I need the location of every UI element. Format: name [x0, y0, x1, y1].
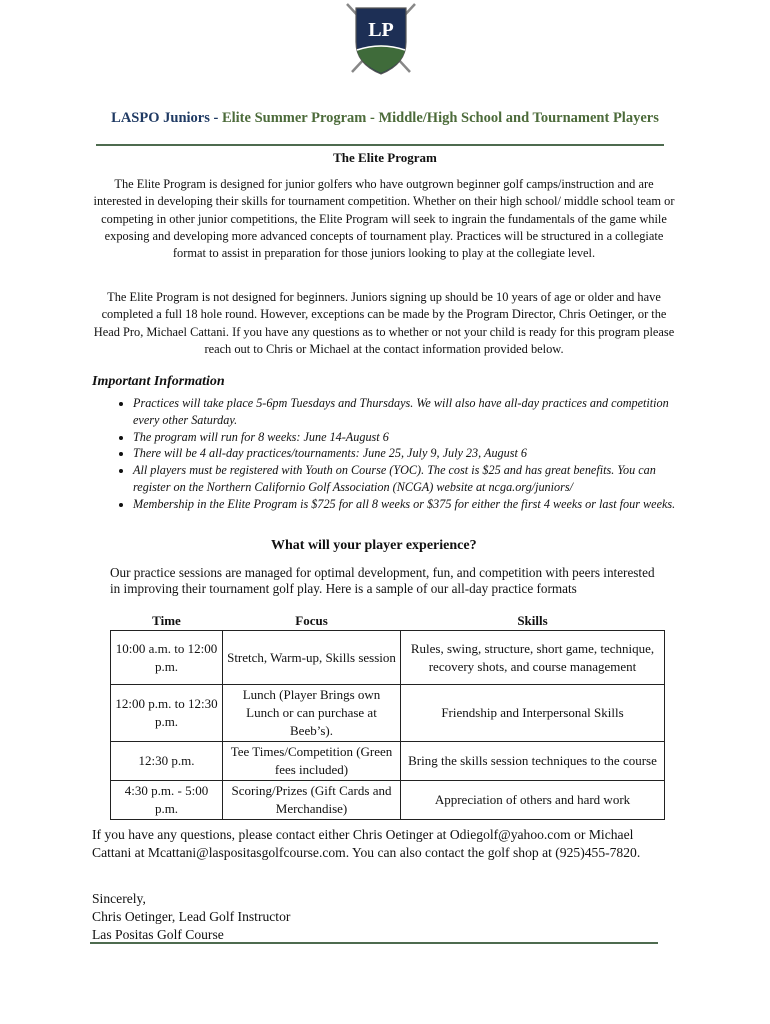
signature-closing: Sincerely, — [92, 891, 146, 906]
experience-intro: Our practice sessions are managed for optimal development, fun, and competition with peers interested in improving their tournament golf play. Here is a sample of our all-day practice formats — [110, 565, 655, 596]
divider — [96, 144, 664, 146]
title-main: Elite Summer Program - Middle/High School and Tournament Players — [221, 110, 659, 126]
page-title — [0, 110, 770, 127]
signature-block — [92, 890, 290, 943]
list-item: • There will be 4 all-day practices/tournaments: June 25, July 9, July 23, August 6 — [133, 445, 693, 462]
schedule-table — [110, 612, 665, 820]
column-header: Focus — [295, 613, 328, 628]
intro-paragraph: The Elite Program is designed for junior golfers who have outgrown beginner golf camps/instruction and are interested in developing their skills for tournament competition. Whether on their high school/ middle school team or competing in other junior competitions, the Elite Program will seek to ingrain the fundamentals of the game while exposing and developing more advanced concepts of tournament play. Practices will be structured in a collegiate format to assist in preparation for those juniors looking to play at the collegiate level. — [93, 177, 675, 261]
signature-name: Chris Oetinger, Lead Golf Instructor — [92, 908, 291, 924]
focus-cell: Tee Times/Competition (Green fees included) — [223, 742, 401, 781]
important-heading: Important Information — [92, 374, 225, 389]
list-item: • The program will run for 8 weeks: June 14-August 6 — [133, 429, 693, 446]
skills-cell: Bring the skills session techniques to the course — [401, 742, 665, 781]
table-row — [111, 781, 665, 820]
time-cell: 4:30 p.m. - 5:00 p.m. — [111, 781, 223, 820]
list-item: • Membership in the Elite Program is $725 for all 8 weeks or $375 for either the first 4 weeks or last four weeks. — [133, 496, 693, 513]
title-prefix: LASPO Juniors - — [111, 110, 222, 126]
table-row — [111, 631, 665, 685]
focus-cell: Lunch (Player Brings own Lunch or can purchase at Beeb’s). — [223, 685, 401, 742]
column-header: Time — [152, 613, 181, 628]
contact-paragraph: If you have any questions, please contact either Chris Oetinger at Odiegolf@yahoo.com or Michael Cattani at Mcattani@laspositasgolfcourse.com. You can also contact the golf shop at (925)455-7820. — [92, 827, 641, 860]
divider — [90, 942, 658, 944]
section-heading: The Elite Program — [333, 150, 437, 165]
skills-cell: Friendship and Interpersonal Skills — [401, 685, 665, 742]
table-row — [111, 685, 665, 742]
logo-monogram: LP — [368, 19, 394, 41]
list-item: • Practices will take place 5-6pm Tuesdays and Thursdays. We will also have all-day practices and competition every other Saturday. — [133, 395, 693, 429]
experience-heading: What will your player experience? — [271, 538, 477, 553]
focus-cell: Stretch, Warm-up, Skills session — [223, 631, 401, 685]
table-header-row — [111, 612, 665, 631]
list-item: • All players must be registered with Youth on Course (YOC). The cost is $25 and has great benefits. You can register on the Northern Californio Golf Association (NCGA) website at ncga.org/juniors/ — [133, 462, 693, 496]
signature-org: Las Positas Golf Course — [92, 926, 224, 942]
eligibility-paragraph: The Elite Program is not designed for beginners. Juniors signing up should be 10 years of age or older and have completed a full 18 hole round. However, exceptions can be made by the Program Director, Chris Oetinger, or the Head Pro, Michael Cattani. If you have any questions as to whether or not your child is ready for this program please reach out to Chris or Michael at the contact information provided below. — [93, 290, 675, 356]
time-cell: 10:00 a.m. to 12:00 p.m. — [111, 631, 223, 685]
time-cell: 12:30 p.m. — [111, 742, 223, 781]
focus-cell: Scoring/Prizes (Gift Cards and Merchandise) — [223, 781, 401, 820]
important-list — [105, 395, 693, 513]
golf-course-logo — [344, 2, 418, 76]
skills-cell: Appreciation of others and hard work — [401, 781, 665, 820]
time-cell: 12:00 p.m. to 12:30 p.m. — [111, 685, 223, 742]
table-row — [111, 742, 665, 781]
skills-cell: Rules, swing, structure, short game, technique, recovery shots, and course management — [401, 631, 665, 685]
column-header: Skills — [517, 613, 548, 628]
